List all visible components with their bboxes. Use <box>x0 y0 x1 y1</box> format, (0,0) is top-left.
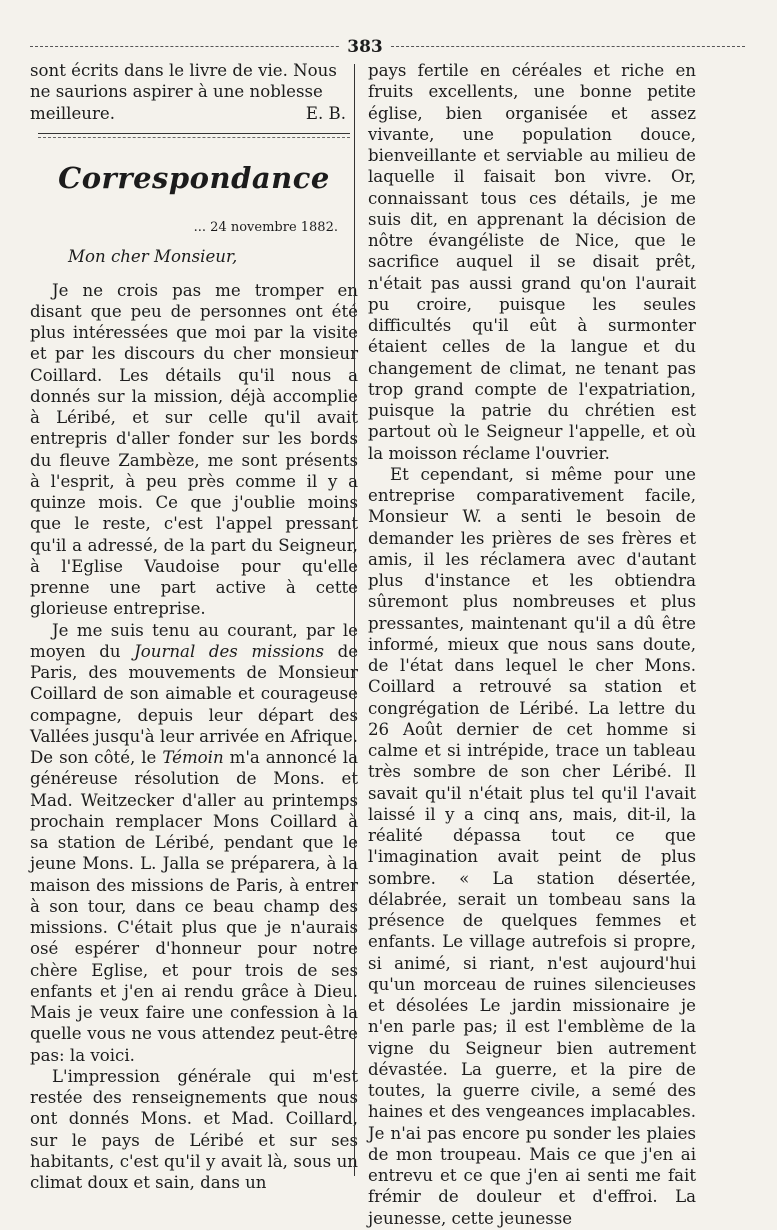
separator-rule-dashed <box>38 137 350 138</box>
right-paragraph-1: pays fertile en céréales et riche en fruits excellents, une bonne petite église, bien organisée et assez vivante, une population douce, bienveillante et serviable au milieu de laquelle il faisait bon vivre. Or, connaissant tous ces détails, je me suis dit, en apprenant la décision de nôtre évangéliste de Nice, que le sacrifice auquel il se disait prêt, n'était pas aussi grand qu'on l'aurait pu croire, puisque les seules difficultés qu'il eût à surmonter étaient celles de la langue et du changement de climat, ne tenant pas trop grand compte de l'expatriation, puisque la patrie du chrétien est partout où le Seigneur l'appelle, et où la moisson réclame l'ouvrier. <box>368 61 696 463</box>
intro-closing-line <box>30 103 358 124</box>
signature: E. B. <box>305 103 346 123</box>
journal-title: Journal des missions <box>134 641 324 661</box>
intro-line-1: sont écrits dans le livre de vie. Nous <box>30 61 337 80</box>
separator-rule <box>38 133 350 134</box>
paragraph-2-part-c: m'a annoncé la généreuse résolution de Mons. et Mad. Weitzecker d'aller au printemps prochain remplacer Mons Coillard à sa station de Léribé, pendant que le jeune Mons. L. Jalla se préparera, à la maison des missions de Paris, à entrer à son tour, dans ce beau champ des missions. C'était plus que je n'aurais osé espérer d'honneur pour notre chère Eglise, et pour trois de ses enfants et j'en ai rendu grâce à Dieu. Mais je veux faire une confession à la quelle vous ne vous attendez peut-être pas: la voici. <box>30 748 358 1065</box>
letter-paragraph-1: Je ne crois pas me tromper en disant que peu de personnes ont été plus intéressées que moi par la visite et par les discours du cher monsieur Coillard. Les détails qu'il nous a donnés sur la mission, déjà accomplie à Léribé, et sur celle qu'il avait entrepris d'aller fonder sur les bords du fleuve Zambèze, me sont présents à l'esprit, à peu près comme il y a quinze mois. Ce que j'oublie moins que le reste, c'est l'appel pressant qu'il a adressé, de la part du Seigneur, à l'Eglise Vaudoise pour qu'elle prenne une part active à cette glorieuse entreprise. <box>30 280 358 619</box>
intro-end: meilleure. <box>30 103 116 123</box>
intro-line-2: ne saurions aspirer à une noblesse <box>30 82 323 102</box>
paragraph-2-part-b: de Paris, des mouvements de Monsieur Coillard de son aimable et courageuse compagne, depuis leur départ des Vallées jusqu'à leur arrivée en Afrique. De son côté, le <box>30 641 359 767</box>
page-number: 383 <box>340 38 390 56</box>
temoin-title: Témoin <box>162 748 224 767</box>
section-title: Correspondance <box>58 160 330 195</box>
right-column <box>368 60 696 1229</box>
dateline: ... 24 novembre 1882. <box>193 220 338 235</box>
letter-paragraph-3: L'impression générale qui m'est restée des renseignements que nous ont donnés Mons. et Mad. Coillard, sur le pays de Léribé et sur ses habitants, c'est qu'il y avait là, sous un climat doux et sain, dans un <box>30 1066 358 1192</box>
salutation: Mon cher Monsieur, <box>68 247 238 267</box>
paragraph-2-part-a: Je me suis tenu au courant, par le moyen du <box>30 620 358 661</box>
column-divider <box>354 64 355 1176</box>
right-paragraph-2: Et cependant, si même pour une entreprise comparativement facile, Monsieur W. a senti le besoin de demander les prières de ses frères et amis, il les réclamera avec d'autant plus d'instance et les obtiendra sûremont plus nombreuses et plus pressantes, maintenant qu'il a dû être informé, mieux que nous sans doute, de l'état dans lequel le cher Mons. Coillard a retrouvé sa station et congrégation de Léribé. La lettre du 26 Août dernier de cet homme si calme et si intrépide, trace un tableau très sombre de son cher Léribé. Il savait qu'il n'était plus tel qu'il l'avait laissé il y a cinq ans, mais, dit-il, la réalité dépassa tout ce que l'imagination avait peint de plus sombre. « La station désertée, délabrée, serait un tombeau sans la présence de quelques femmes et enfants. Le village autrefois si propre, si animé, si riant, n'est aujourd'hui qu'un morceau de ruines silencieuses et désolées Le jardin missionaire je n'en parle pas; il est l'emblème de la vigne du Seigneur bien autrement dévastée. La guerre, et la pire de toutes, la guerre civile, a semé des haines et des vengeances implacables. Je n'ai pas encore pu sonder les plaies de mon troupeau. Mais ce que j'en ai entrevu et ce que j'en ai senti me fait frémir de douleur et d'effroi. La jeunesse, cette jeunesse <box>368 464 696 1228</box>
letter-paragraph-2 <box>30 620 358 1066</box>
left-column <box>30 60 358 1193</box>
